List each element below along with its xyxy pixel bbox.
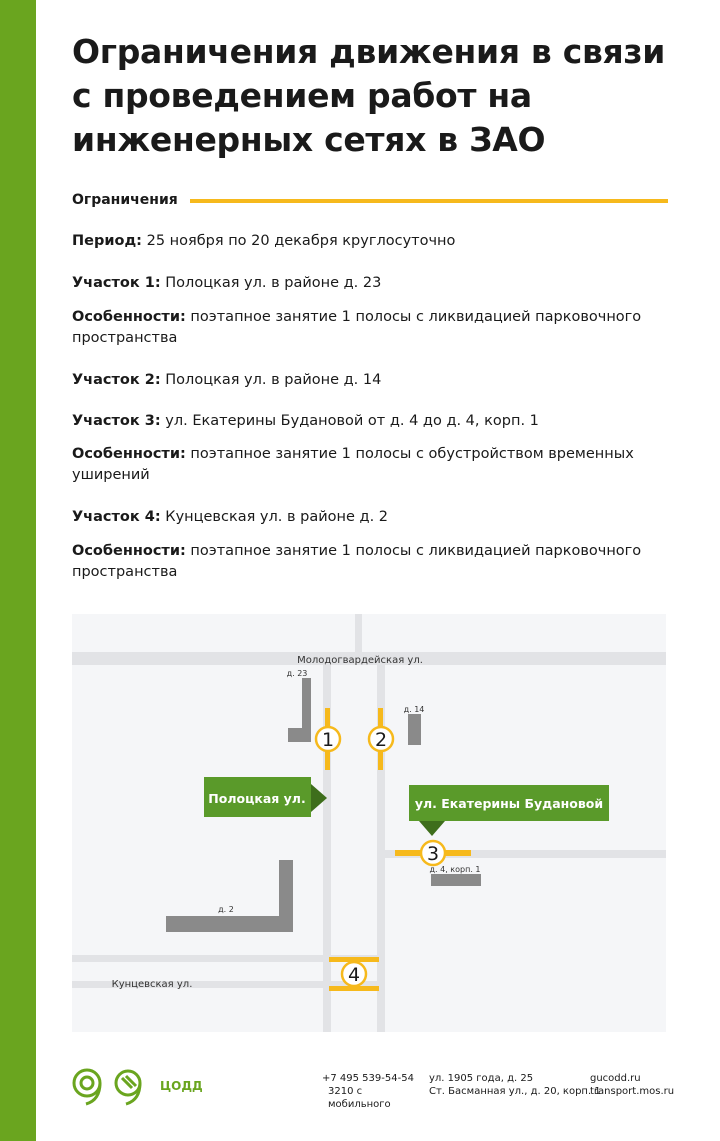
brand-logo (70, 1066, 210, 1106)
info-item (72, 307, 672, 349)
footer-phone: +7 495 539-54-54 (322, 1073, 414, 1084)
info-item (72, 444, 672, 486)
callout-polotskaya (204, 777, 327, 817)
footer-site-1[interactable]: gucodd.ru (590, 1073, 641, 1084)
callout-polotskaya-label: Полоцкая ул. (208, 791, 306, 806)
info-item (72, 507, 672, 528)
item-value: поэтапное занятие 1 полосы с ликвидацией парковочного пространства (72, 309, 642, 346)
marker-1 (316, 727, 340, 751)
work-zones (325, 708, 471, 991)
footer-address-1: ул. 1905 года, д. 25 (429, 1073, 534, 1084)
page-title: Ограничения движения в связи с проведением работ на инженерных сетях в ЗАО (72, 32, 666, 159)
marker-4 (342, 962, 366, 986)
item-value: поэтапное занятие 1 полосы с ликвидацией парковочного пространства (72, 543, 642, 580)
building-d14 (408, 714, 421, 745)
callout-budanovoy (409, 785, 609, 836)
building-d4k1 (431, 874, 481, 886)
callout-budanovoy-label: ул. Екатерины Будановой (414, 796, 604, 811)
info-item (72, 541, 672, 583)
road-north-stub (355, 614, 362, 652)
building-d2 (166, 916, 293, 932)
footer-address-2: Ст. Басманная ул., д. 20, корп. 1 (429, 1086, 601, 1097)
building-label-d14: д. 14 (403, 705, 425, 714)
section-divider (190, 199, 668, 203)
period-label: Период: (72, 233, 142, 249)
item-value: Полоцкая ул. в районе д. 14 (165, 372, 382, 388)
item-label: Участок 1: (72, 275, 161, 291)
street-label-kuntsevskaya: Кунцевская ул. (111, 979, 193, 990)
footer-phones (322, 1072, 422, 1111)
schematic-map (72, 614, 666, 1032)
footer-addresses (429, 1072, 601, 1098)
building-label-d23: д. 23 (286, 669, 308, 678)
codd-logo-icon (70, 1066, 210, 1106)
marker-2 (369, 727, 393, 751)
item-label: Особенности: (72, 446, 186, 462)
marker-1-label: 1 (321, 729, 335, 751)
item-label: Особенности: (72, 309, 186, 325)
section-header (72, 190, 668, 212)
building-label-d2: д. 2 (218, 905, 234, 914)
footer-mobile: 3210 с мобильного (328, 1086, 391, 1110)
footer-site-2[interactable]: transport.mos.ru (590, 1086, 675, 1097)
item-value: поэтапное занятие 1 полосы с обустройством временных уширений (72, 446, 634, 483)
marker-4-label: 4 (347, 964, 361, 986)
info-item (72, 273, 672, 294)
building-label-d4k1: д. 4, корп. 1 (429, 865, 481, 874)
street-label-molodogvardeyskaya: Молодогвардейская ул. (297, 655, 423, 666)
marker-2-label: 2 (374, 729, 388, 751)
period-value: 25 ноября по 20 декабря круглосуточно (146, 233, 456, 249)
marker-3 (421, 841, 445, 865)
marker-3-label: 3 (426, 843, 440, 865)
item-label: Участок 3: (72, 413, 161, 429)
logo-text: ЦОДД (160, 1079, 203, 1093)
map-drawing (72, 614, 666, 1032)
footer-sites (590, 1072, 675, 1098)
building-d23-wing (288, 728, 311, 742)
item-label: Участок 2: (72, 372, 161, 388)
info-item (72, 411, 672, 432)
item-value: Кунцевская ул. в районе д. 2 (165, 509, 389, 525)
item-value: Полоцкая ул. в районе д. 23 (165, 275, 382, 291)
left-brand-stripe (0, 0, 36, 1141)
period-line (72, 231, 672, 252)
item-label: Особенности: (72, 543, 186, 559)
section-label: Ограничения (72, 192, 178, 208)
item-label: Участок 4: (72, 509, 161, 525)
item-value: ул. Екатерины Будановой от д. 4 до д. 4, корп. 1 (165, 413, 539, 429)
info-item (72, 370, 672, 391)
